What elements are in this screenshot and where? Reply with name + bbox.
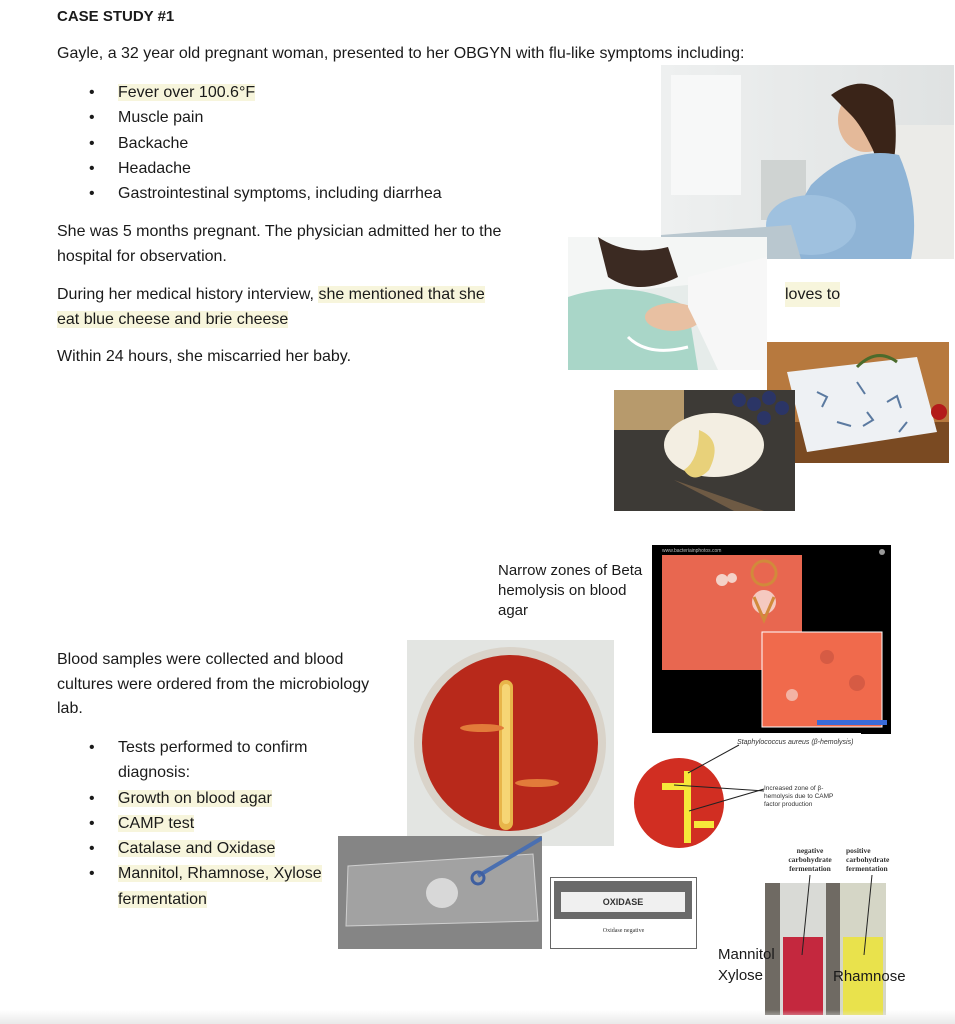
oxidase-strip-photo [550,877,697,949]
fermentation-tubes-photo [750,845,890,1015]
symptom-text: Headache [118,159,191,177]
camp-zone-label: Increased zone of β-hemolysis due to CAMP factor production [764,785,834,808]
symptom-fever: Fever over 100.6°F [118,84,256,101]
case-title: CASE STUDY #1 [57,8,175,25]
symptom-text: Gastrointestinal symptoms, including diarrhea [118,185,442,203]
list-item: • Fever over 100.6°F [89,84,256,101]
symptom-text: Muscle pain [118,109,204,127]
test-intro: Tests performed to confirm diagnosis: [118,739,308,782]
pregnant-woman-photo [661,65,954,259]
blood-paragraph: Blood samples were collected and blood cultures were ordered from the microbiology lab. [57,651,370,717]
tube-negative-label: negative carbohydrate fermentation [788,846,832,873]
test-item: Catalase and Oxidase [118,840,276,858]
brie-cheese-photo [614,390,795,511]
catalase-slide-photo [338,836,542,949]
list-item: • Growth on blood agar [89,789,272,807]
list-item: • Gastrointestinal symptoms, including diarrhea [89,185,442,203]
list-item: • Muscle pain [89,109,204,127]
symptom-text: Backache [118,134,189,152]
history-paragraph: During her medical history interview, she mentioned that she eat blue cheese and brie cheese [57,286,485,328]
miscarriage-paragraph: Within 24 hours, she miscarried her baby. [57,348,352,365]
mannitol-xylose-label: Mannitol Xylose [718,946,775,984]
test-item: Mannitol, Rhamnose, Xylose fermentation [118,865,322,908]
pregnancy-paragraph: She was 5 months pregnant. The physician admitted her to the hospital for observation. [57,223,502,265]
rhamnose-label: Rhamnose [833,968,906,985]
camp-staph-label: Staphylococcus aureus (β-hemolysis) [737,739,854,746]
hemolysis-caption: Narrow zones of Beta hemolysis on blood agar [498,562,643,619]
history-highlight: she mentioned that she [318,286,485,303]
history-loves-to: loves to [785,282,840,307]
oxidase-label: OXIDASE [561,892,685,912]
oxidase-caption: Oxidase negative [602,928,645,934]
list-item: • CAMP test [89,814,195,832]
beta-hemolysis-photo [652,545,891,734]
page-bottom-edge [0,1010,955,1024]
blood-agar-plate-photo [407,640,614,846]
case-intro: Gayle, a 32 year old pregnant woman, presented to her OBGYN with flu-like symptoms including: [57,45,745,62]
photo-source-url: www.bacteriainphotos.com [662,548,722,554]
test-list [57,735,347,912]
test-item: Growth on blood agar [118,789,272,807]
tube-positive-label: positive carbohydrate fermentation [846,846,890,873]
cheese-highlight: eat blue cheese and brie cheese [57,311,289,328]
symptom-list [57,80,617,206]
list-item: • Tests performed to confirm diagnosis: [89,739,308,782]
list-item: • Backache [89,134,189,152]
list-item: • Mannitol, Rhamnose, Xylose fermentation [89,865,322,908]
list-item: • Catalase and Oxidase [89,840,276,858]
list-item: • Headache [89,159,191,177]
hospital-patient-photo [568,237,767,370]
test-item: CAMP test [118,814,195,832]
